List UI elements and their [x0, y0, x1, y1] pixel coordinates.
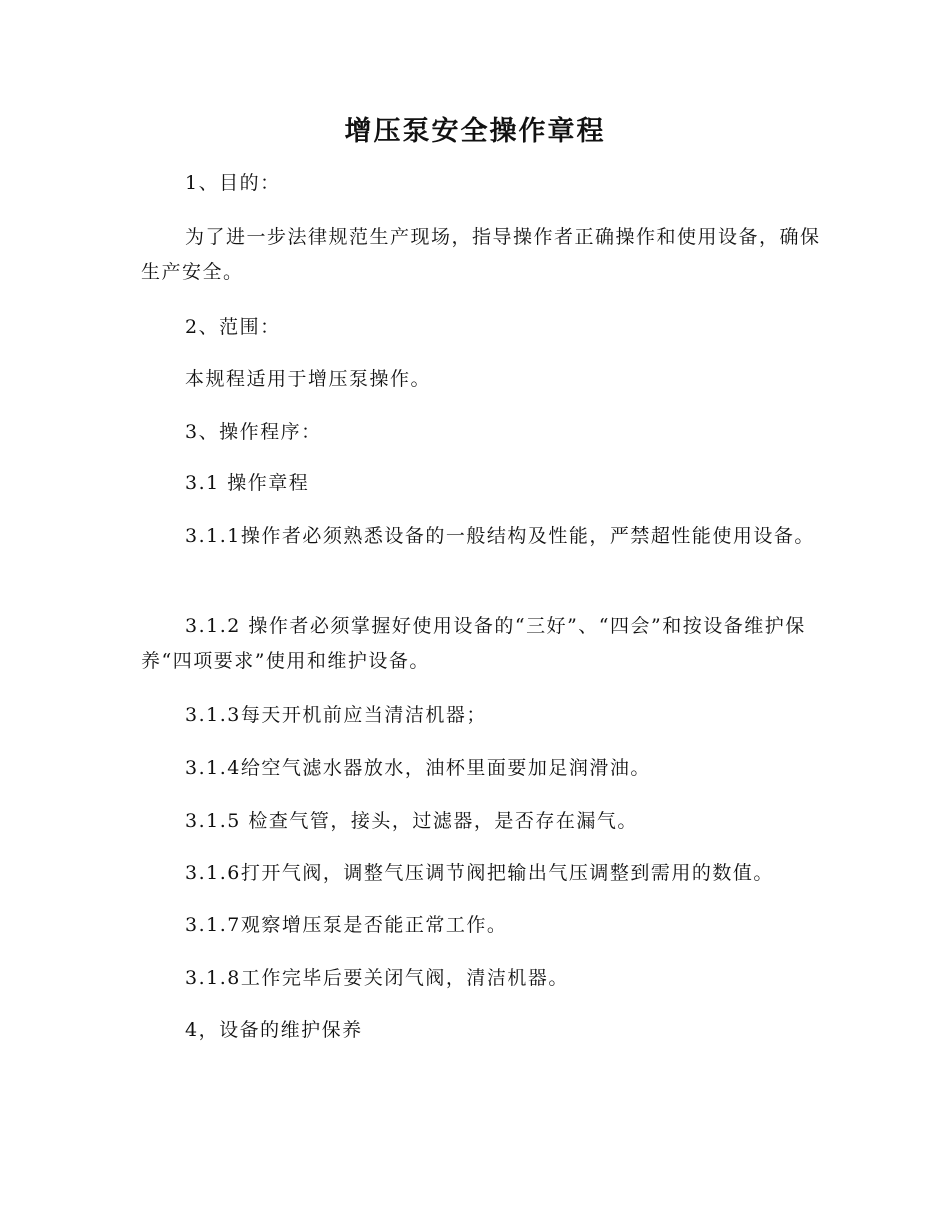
paragraph-item-3-1-3: 3.1.3每天开机前应当清洁机器； [185, 704, 487, 726]
paragraph-item-3-1-8: 3.1.8工作完毕后要关闭气阀，清洁机器。 [185, 967, 569, 989]
paragraph-item-3-1-1: 3.1.1操作者必须熟悉设备的一般结构及性能，严禁超性能使用设备。 [185, 525, 815, 547]
paragraph-item-3-1-6: 3.1.6打开气阀，调整气压调节阀把输出气压调整到需用的数值。 [185, 862, 774, 884]
paragraph-item-3-1-5: 3.1.5 检查气管，接头，过滤器，是否存在漏气。 [185, 810, 638, 832]
paragraph-item-3-1-2: 3.1.2 操作者必须掌握好使用设备的“三好”、“四会”和按设备维护保养“四项要求”使用和维护设备。 [141, 615, 806, 672]
paragraph-item-3-1-7: 3.1.7观察增压泵是否能正常工作。 [185, 914, 508, 936]
paragraph-scope-heading: 2、范围： [185, 316, 281, 338]
paragraph-purpose-heading: 1、目的： [185, 172, 281, 194]
paragraph-section-3-1: 3.1 操作章程 [185, 472, 310, 494]
document-title: 增压泵安全操作章程 [344, 116, 606, 147]
paragraph-scope-text: 本规程适用于增压泵操作。 [185, 368, 432, 390]
paragraph-item-3-1-4: 3.1.4给空气滤水器放水，油杯里面要加足润滑油。 [185, 757, 651, 779]
paragraph-purpose-text: 为了进一步法律规范生产现场，指导操作者正确操作和使用设备，确保生产安全。 [141, 226, 821, 283]
paragraph-procedure-heading: 3、操作程序： [185, 421, 322, 443]
paragraph-maintenance-heading: 4，设备的维护保养 [185, 1019, 363, 1041]
